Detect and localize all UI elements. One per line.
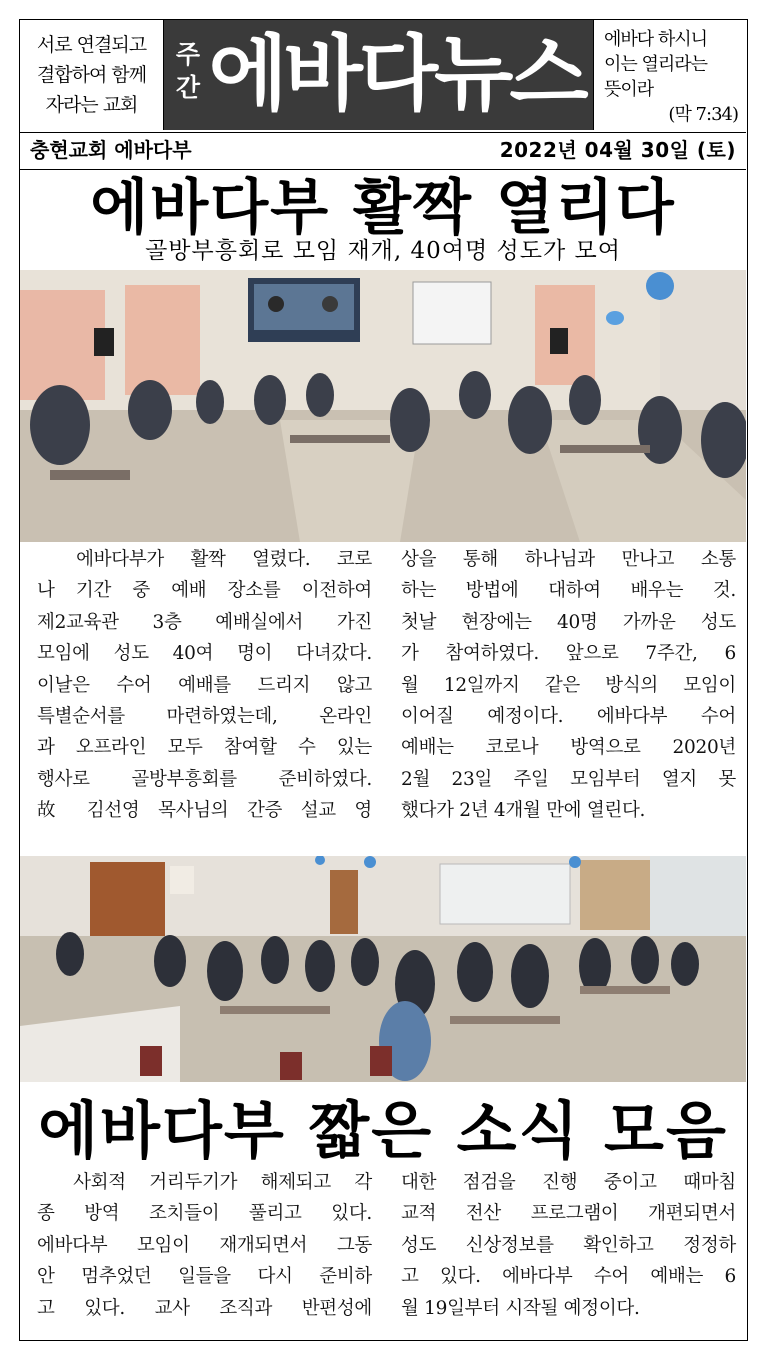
article1-line: 상을 통해 하나님과 만나고 소통: [401, 549, 736, 570]
article1-line: 이어질 예정이다. 에바다부 수어: [401, 706, 736, 728]
worship-room-photo: [20, 270, 746, 542]
article2-line: 월 19일부터 시작될 예정이다.: [401, 1297, 640, 1319]
article1-line: 첫날 현장에는 40명 가까운 성도: [401, 611, 736, 633]
issue-date: 2022년 04월 30일 (토): [499, 138, 736, 162]
article2-body: [20, 1167, 746, 1337]
motto-line: 자라는 교회: [45, 94, 138, 116]
article2-line: 사회적 거리두기가 해제되고 각: [37, 1172, 372, 1193]
organization-name: 충현교회 에바다부: [30, 138, 192, 162]
verse-reference: (막 7:34): [668, 104, 738, 125]
church-motto: [20, 20, 164, 130]
article1-line: 월 12일까지 같은 방식의 모임이: [401, 674, 736, 696]
article1-line: 故 김선영 목사님의 간증 설교 영: [37, 800, 372, 822]
article1-subheadline: 골방부흥회로 모임 재개, 40여명 성도가 모여: [145, 238, 621, 264]
article1-line: 2월 23일 주일 모임부터 열지 못: [401, 768, 736, 790]
edition-label: [175, 38, 201, 104]
verse-line: 뜻이라: [604, 79, 654, 100]
article2-right-column: [401, 1167, 736, 1324]
article1-line: 했다가 2년 4개월 만에 열린다.: [401, 800, 646, 822]
motto-line: 결합하여 함께: [36, 64, 147, 86]
article2-headline: 에바다부 짧은 소식 모음: [38, 1094, 728, 1167]
article2-left-column: [37, 1167, 372, 1324]
article1-left-column: [37, 544, 372, 827]
article1-line: 특별순서를 마련하였는데, 온라인: [37, 706, 372, 728]
article2-line: 고 있다. 교사 조직과 반편성에: [37, 1297, 372, 1319]
article1-line: 나 기간 중 예배 장소를 이전하여: [37, 580, 372, 602]
article2-line: 대한 점검을 진행 중이고 때마침: [401, 1172, 736, 1193]
article2-line: 교적 전산 프로그램이 개편되면서: [401, 1203, 736, 1225]
article2-line: 안 멈추었던 일들을 다시 준비하: [37, 1266, 372, 1288]
article1-line: 제2교육관 3층 예배실에서 가진: [37, 611, 372, 633]
article1-line: 이날은 수어 예배를 드리지 않고: [37, 674, 372, 696]
newsletter-page: [19, 19, 748, 1341]
article1-headline: 에바다부 활짝 열리다: [90, 173, 676, 243]
verse-line: 이는 열리라는: [604, 54, 708, 75]
article2-line: 종 방역 조치들이 풀리고 있다.: [37, 1203, 372, 1225]
verse-line: 에바다 하시니: [604, 29, 708, 50]
article1-line: 예배는 코로나 방역으로 2020년: [401, 737, 736, 759]
worship-room-photo-image: [20, 270, 746, 542]
congregation-photo-image: [20, 856, 746, 1082]
article1-right-column: [401, 544, 736, 827]
scripture-verse: [593, 20, 746, 130]
edition-label-char: 간: [175, 73, 201, 102]
edition-label-char: 주: [175, 40, 201, 69]
article1-body: [20, 544, 746, 854]
motto-line: 서로 연결되고: [36, 34, 147, 56]
article1-line: 에바다부가 활짝 열렸다. 코로: [37, 549, 372, 570]
article2-line: 성도 신상정보를 확인하고 정정하: [401, 1234, 736, 1256]
article1-line: 행사로 골방부흥회를 준비하였다.: [37, 768, 372, 790]
article1-line: 과 오프라인 모두 참여할 수 있는: [37, 737, 372, 759]
article2-line: 에바다부 모임이 재개되면서 그동: [37, 1234, 372, 1256]
article2-line: 고 있다. 에바다부 수어 예배는 6: [401, 1266, 736, 1288]
paper-name: 에바다뉴스: [208, 27, 585, 122]
article1-line: 가 참여하였다. 앞으로 7주간, 6: [401, 643, 736, 665]
article1-line: 하는 방법에 대하여 배우는 것.: [401, 580, 736, 602]
congregation-photo: [20, 856, 746, 1082]
article1-line: 모임에 성도 40여 명이 다녀갔다.: [37, 643, 372, 665]
masthead: [20, 20, 746, 133]
info-bar: [20, 132, 746, 170]
nameplate: [164, 20, 593, 130]
